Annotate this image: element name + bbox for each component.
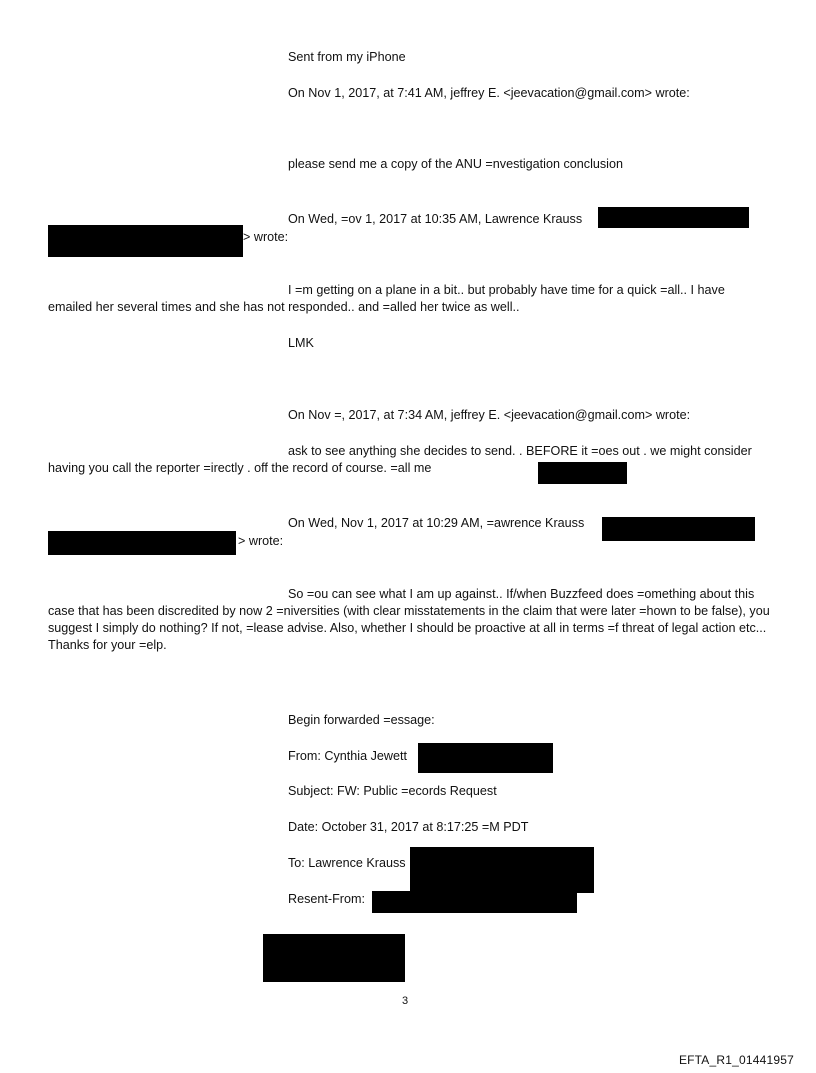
quote4-header-end: > wrote: [238,534,284,548]
redaction-block [263,934,405,982]
quote4-body: So =ou can see what I am up against.. If/when Buzzfeed does =omething about this case that has been discredited by now 2 =niversities (with clear misstatements in the claim that were later =hown to be false), you suggest I simply do nothing? If not, =lease advise. Also, whether I should be proactive at all in terms =f threat of legal action etc... Thanks for your =elp. [48,587,770,652]
redaction-block [602,517,755,541]
redaction-block [418,743,553,773]
quote2-signoff: LMK [288,336,314,350]
fwd-from-line: From: Cynthia Jewett [288,749,407,763]
quote2-header: On Wed, =ov 1, 2017 at 10:35 AM, Lawrence Krauss [288,212,583,226]
fwd-to-line: To: Lawrence Krauss [288,856,406,870]
quote3-header: On Nov =, 2017, at 7:34 AM, jeffrey E. <jeevacation@gmail.com> wrote: [288,408,691,422]
redaction-block [48,531,236,555]
quote4-header: On Wed, Nov 1, 2017 at 10:29 AM, =awrence Krauss [288,516,585,530]
quote2-header-end: > wrote: [243,230,289,244]
redaction-block [410,847,594,893]
forward-label: Begin forwarded =essage: [288,713,435,727]
sent-from-line: Sent from my iPhone [288,50,406,64]
quote1-header: On Nov 1, 2017, at 7:41 AM, jeffrey E. <jeevacation@gmail.com> wrote: [288,86,690,100]
quote2-body: I =m getting on a plane in a bit.. but probably have time for a quick =all.. I have emailed her several times and she has not responded.. and =alled her twice as well.. [48,283,725,314]
quote3-body: ask to see anything she decides to send. . BEFORE it =oes out . we might consider having you call the reporter =irectly . off the record of course. =all me [48,444,752,475]
redaction-block [372,891,577,913]
fwd-date-line: Date: October 31, 2017 at 8:17:25 =M PDT [288,820,529,834]
quote1-body: please send me a copy of the ANU =nvestigation conclusion [288,157,623,171]
redaction-block [538,462,627,484]
document-id: EFTA_R1_01441957 [678,1053,794,1067]
redaction-block [598,207,749,228]
fwd-subject-line: Subject: FW: Public =ecords Request [288,784,497,798]
fwd-resent-line: Resent-From: [288,892,365,906]
page-number: 3 [402,995,409,1007]
redaction-block [48,225,243,257]
